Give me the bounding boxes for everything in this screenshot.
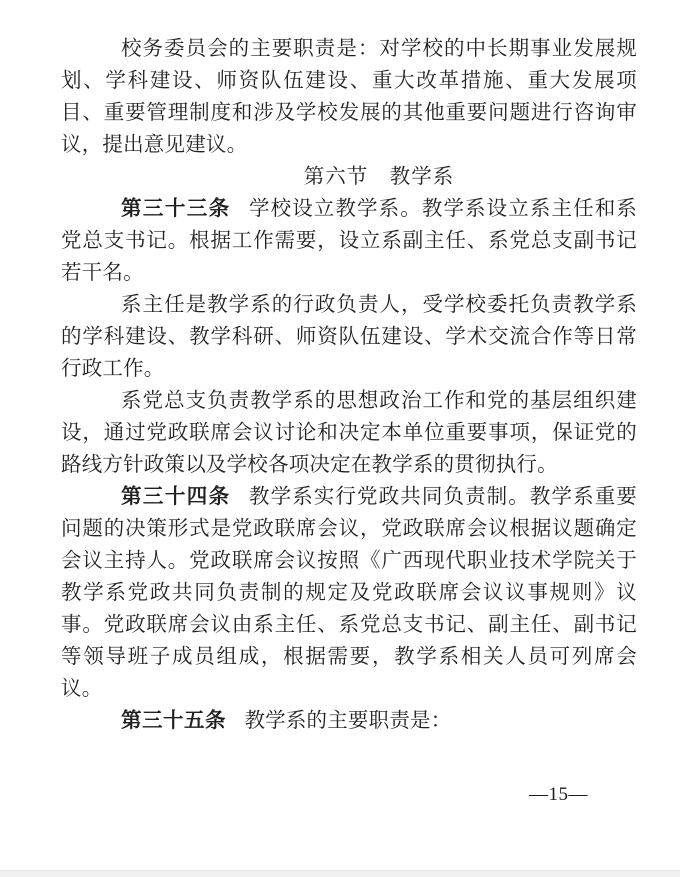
paragraph-party-branch-duties-text: 系党总支负责教学系的思想政治工作和党的基层组织建设，通过党政联席会议讨论和决定本单位重要事项，保证党的路线方针政策以及学校各项决定在教学系的贯彻执行。 <box>61 390 637 476</box>
article-34-text: 教学系实行党政共同负责制。教学系重要问题的决策形式是党政联席会议，党政联席会议根据议题确定会议主持人。党政联席会议按照《广西现代职业技术学院关于教学系党政共同负责制的规定及党政联席会议议事规则》议事。党政联席会议由系主任、系党总支书记、副主任、副书记等领导班子成员组成，根据需要，教学系相关人员可列席会议。 <box>61 486 638 700</box>
paragraph-article-33 <box>61 193 637 289</box>
paragraph-director-duties <box>61 289 637 385</box>
section-heading: 第六节 教学系 <box>303 166 455 188</box>
article-35-label: 第三十五条 <box>121 709 226 732</box>
paragraph-party-branch-duties <box>61 385 637 481</box>
paragraph-article-35 <box>61 705 637 737</box>
article-34-label: 第三十四条 <box>121 485 231 508</box>
document-text-block <box>61 33 637 737</box>
paragraph-intro <box>61 33 637 161</box>
paragraph-director-duties-text: 系主任是教学系的行政负责人，受学校委托负责教学系的学科建设、教学科研、师资队伍建设、学术交流合作等日常行政工作。 <box>61 294 637 380</box>
article-33-text: 学校设立教学系。教学系设立系主任和系党总支书记。根据工作需要，设立系副主任、系党总支副书记若干名。 <box>61 198 638 284</box>
paragraph-intro-text: 校务委员会的主要职责是：对学校的中长期事业发展规划、学科建设、师资队伍建设、重大改革措施、重大发展项目、重要管理制度和涉及学校发展的其他重要问题进行咨询审议，提出意见建议。 <box>61 38 637 156</box>
paragraph-article-34 <box>61 481 637 705</box>
page-bottom-edge <box>0 870 680 877</box>
article-35-text: 教学系的主要职责是： <box>244 710 452 732</box>
page-number: —15— <box>529 784 588 805</box>
article-33-label: 第三十三条 <box>121 197 231 220</box>
